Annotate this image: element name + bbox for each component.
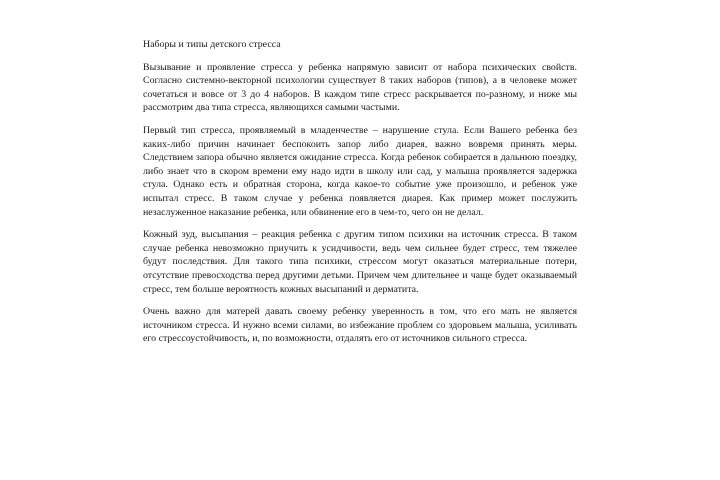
paragraph-3: Кожный зуд, высыпания – реакция ребенка с другим типом психики на источник стресса. В таком случае ребенка невозможно приучить к усидчивости, ведь чем сильнее будет стресс, тем тяжелее будут последствия. Для такого типа психики, стрессом могут оказаться материальные потери, отсутствие превосходства перед другими детьми. Причем чем длительнее и чаще будет оказываемый стресс, тем больше вероятность кожных высыпаний и дерматита. [143,229,577,295]
paragraph-4: Очень важно для матерей давать своему ребенку уверенность в том, что его мать не является источником стресса. И нужно всеми силами, во избежание проблем со здоровьем малыша, усиливать его стрессоустойчивость, и, по возможности, отдалять его от источников сильного стресса. [143,306,577,345]
document-title: Наборы и типы детского стресса [143,39,281,50]
document-body [143,38,577,355]
paragraph-1: Вызывание и проявление стресса у ребенка напрямую зависит от набора психических свойств. Согласно системно-векторной психологии существует 8 таких наборов (типов), а в человеке может сочетаться и вовсе от 3 до 4 наборов. В каждом типе стресс раскрывается по-разному, и ниже мы рассмотрим два типа стресса, являющихся самыми частыми. [143,61,577,114]
paragraph-2: Первый тип стресса, проявляемый в младенчестве – нарушение стула. Если Вашего ребенка без каких-либо причин начинает беспокоить запор либо диарея, важно вовремя принять меры. Следствием запора обычно является ожидание стресса. Когда ребенок собирается в дальнюю поездку, либо знает что в скором времени ему надо идти в школу или сад, у малыша проявляется задержка стула. Однако есть и обратная сторона, когда какое-то событие уже произошло, и ребенок уже испытал стресс. В таком случае у ребенка появляется диарея. Как пример может послужить незаслуженное наказание ребенка, или обвинение его в чем-то, чего он не делал. [143,124,577,218]
